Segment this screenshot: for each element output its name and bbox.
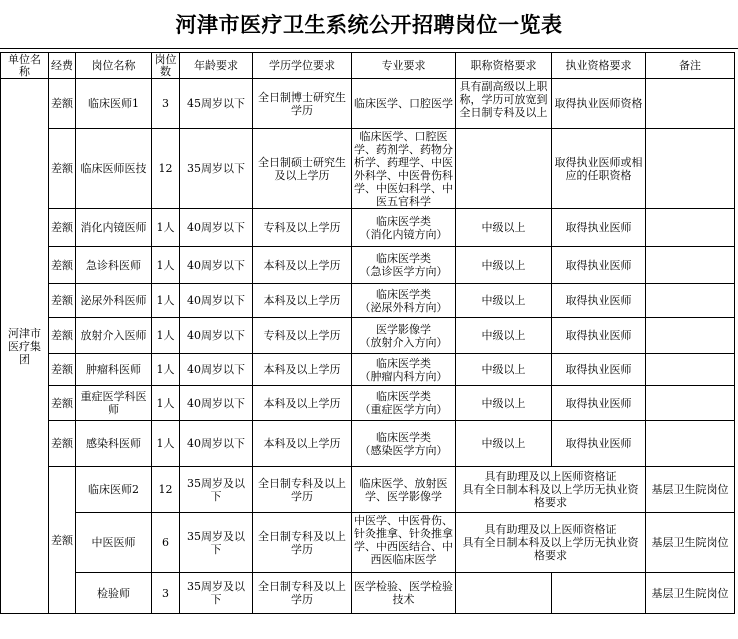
- license-cell: 取得执业医师: [552, 318, 646, 354]
- table-row: [1, 467, 735, 513]
- title-req-cell: 中级以上: [456, 386, 552, 421]
- post-cell: 感染科医师: [76, 421, 152, 467]
- major-cell: 医学影像学 （放射介入方向）: [352, 318, 456, 354]
- age-cell: 35周岁及以下: [180, 573, 253, 614]
- header-cell-license: 执业资格要求: [552, 53, 646, 79]
- note-cell: [646, 421, 735, 467]
- unit-name-cell: [1, 79, 49, 614]
- license-cell: 取得执业医师: [552, 354, 646, 386]
- major-text: 中医学、中医骨伤、针灸推拿、针灸推拿学、中西医结合、中西医临床医学: [354, 513, 453, 566]
- edu-cell: 本科及以上学历: [253, 421, 352, 467]
- age-cell: 35周岁及以下: [180, 467, 253, 513]
- title-req-cell: 中级以上: [456, 318, 552, 354]
- note-cell: [646, 129, 735, 209]
- edu-cell: 全日制专科及以上学历: [253, 513, 352, 573]
- license-cell: 取得执业医师: [552, 247, 646, 284]
- edu-cell: 专科及以上学历: [253, 209, 352, 247]
- positions-table: [0, 52, 735, 614]
- age-cell: 40周岁以下: [180, 247, 253, 284]
- fund-cell: 差额: [49, 129, 76, 209]
- count-cell: 3: [152, 79, 180, 129]
- count-cell: 1人: [152, 284, 180, 318]
- post-cell: 肿瘤科医师: [76, 354, 152, 386]
- title-req-cell: [456, 79, 552, 129]
- fund-cell: 差额: [49, 421, 76, 467]
- age-cell: 35周岁及以下: [180, 513, 253, 573]
- merged-req-cell: 具有助理及以上医师资格证 具有全日制本科及以上学历无执业资格要求: [456, 467, 646, 513]
- note-cell: [646, 354, 735, 386]
- count-cell: 1人: [152, 318, 180, 354]
- fund-cell: 差额: [49, 79, 76, 129]
- table-row: [1, 247, 735, 284]
- count-cell: 1人: [152, 209, 180, 247]
- header-cell-post: 岗位名称: [76, 53, 152, 79]
- count-cell: 3: [152, 573, 180, 614]
- major-cell: 临床医学类 （肿瘤内科方向）: [352, 354, 456, 386]
- table-row: [1, 513, 735, 573]
- age-cell: 35周岁以下: [180, 129, 253, 209]
- unit-name: 河津市医疗集团: [8, 326, 41, 366]
- major-cell: [352, 513, 456, 573]
- post-cell: 消化内镜医师: [76, 209, 152, 247]
- title-req-cell: 中级以上: [456, 284, 552, 318]
- sheet-title: 河津市医疗卫生系统公开招聘岗位一览表: [0, 0, 738, 49]
- major-cell: 临床医学、放射医学、医学影像学: [352, 467, 456, 513]
- major-cell: 临床医学类 （急诊医学方向）: [352, 247, 456, 284]
- age-cell: 45周岁以下: [180, 79, 253, 129]
- table-row: [1, 129, 735, 209]
- age-cell: 40周岁以下: [180, 318, 253, 354]
- count-cell: 1人: [152, 386, 180, 421]
- post-cell: 中医医师: [76, 513, 152, 573]
- age-cell: 40周岁以下: [180, 386, 253, 421]
- title-req-cell: 中级以上: [456, 354, 552, 386]
- title-req-cell: 中级以上: [456, 209, 552, 247]
- title-req-text: 具有副高级以上职称，学历可放宽到全日制专科及以上: [459, 79, 548, 119]
- major-cell: [352, 129, 456, 209]
- header-cell-count: 岗位数: [152, 53, 180, 79]
- count-cell: 12: [152, 129, 180, 209]
- note-cell: [646, 247, 735, 284]
- table-row: [1, 284, 735, 318]
- fund-cell: 差额: [49, 318, 76, 354]
- post-cell: 重症医学科医师: [76, 386, 152, 421]
- post-cell: 检验师: [76, 573, 152, 614]
- license-cell: 取得执业医师: [552, 284, 646, 318]
- post-cell: 放射介入医师: [76, 318, 152, 354]
- fund-cell: 差额: [49, 467, 76, 614]
- edu-cell: 全日制专科及以上学历: [253, 573, 352, 614]
- note-cell: [646, 79, 735, 129]
- count-cell: 1人: [152, 354, 180, 386]
- fund-cell: 差额: [49, 284, 76, 318]
- title-req-cell: [456, 129, 552, 209]
- note-cell: 基层卫生院岗位: [646, 573, 735, 614]
- edu-cell: 全日制专科及以上学历: [253, 467, 352, 513]
- note-cell: [646, 386, 735, 421]
- header-cell-major: 专业要求: [352, 53, 456, 79]
- header-cell-edu: 学历学位要求: [253, 53, 352, 79]
- edu-cell: 本科及以上学历: [253, 386, 352, 421]
- header-cell-note: 备注: [646, 53, 735, 79]
- edu-cell: 全日制硕士研究生及以上学历: [253, 129, 352, 209]
- post-cell: 临床医师1: [76, 79, 152, 129]
- post-cell: 泌尿外科医师: [76, 284, 152, 318]
- count-cell: 1人: [152, 247, 180, 284]
- edu-cell: 本科及以上学历: [253, 354, 352, 386]
- license-cell: 取得执业医师: [552, 386, 646, 421]
- edu-cell: 本科及以上学历: [253, 247, 352, 284]
- edu-cell: 专科及以上学历: [253, 318, 352, 354]
- title-req-cell: [456, 573, 552, 614]
- note-cell: [646, 318, 735, 354]
- major-text: 临床医学、口腔医学、药剂学、药物分析学、药理学、中医外科学、中医骨伤科学、中医妇科学、中医五官科学: [354, 129, 453, 208]
- note-cell: [646, 284, 735, 318]
- major-cell: 临床医学类 （重症医学方向）: [352, 386, 456, 421]
- header-cell-fund: 经费: [49, 53, 76, 79]
- age-cell: 40周岁以下: [180, 421, 253, 467]
- post-cell: 临床医师医技: [76, 129, 152, 209]
- license-cell: 取得执业医师: [552, 421, 646, 467]
- title-req-cell: 中级以上: [456, 247, 552, 284]
- fund-cell: 差额: [49, 209, 76, 247]
- license-cell: 取得执业医师或相应的任职资格: [552, 129, 646, 209]
- major-cell: 医学检验、医学检验技术: [352, 573, 456, 614]
- edu-cell: 全日制博士研究生学历: [253, 79, 352, 129]
- age-cell: 40周岁以下: [180, 209, 253, 247]
- table-row: [1, 386, 735, 421]
- merged-req-cell: 具有助理及以上医师资格证 具有全日制本科及以上学历无执业资格要求: [456, 513, 646, 573]
- table-row: [1, 209, 735, 247]
- count-cell: 6: [152, 513, 180, 573]
- license-cell: 取得执业医师资格: [552, 79, 646, 129]
- fund-cell: 差额: [49, 247, 76, 284]
- title-req-cell: 中级以上: [456, 421, 552, 467]
- post-cell: 临床医师2: [76, 467, 152, 513]
- count-cell: 12: [152, 467, 180, 513]
- major-cell: 临床医学类 （泌尿外科方向）: [352, 284, 456, 318]
- note-cell: [646, 209, 735, 247]
- header-row: [1, 53, 735, 79]
- header-cell-unit: 单位名称: [1, 53, 49, 79]
- table-row: [1, 421, 735, 467]
- major-cell: 临床医学类 （感染医学方向）: [352, 421, 456, 467]
- fund-cell: 差额: [49, 354, 76, 386]
- age-cell: 40周岁以下: [180, 354, 253, 386]
- age-cell: 40周岁以下: [180, 284, 253, 318]
- header-cell-age: 年龄要求: [180, 53, 253, 79]
- count-cell: 1人: [152, 421, 180, 467]
- fund-cell: 差额: [49, 386, 76, 421]
- license-cell: [552, 573, 646, 614]
- table-row: [1, 354, 735, 386]
- table-row: [1, 79, 735, 129]
- major-cell: 临床医学、口腔医学: [352, 79, 456, 129]
- table-row: [1, 573, 735, 614]
- header-cell-title-req: 职称资格要求: [456, 53, 552, 79]
- note-cell: 基层卫生院岗位: [646, 513, 735, 573]
- major-cell: 临床医学类 （消化内镜方向）: [352, 209, 456, 247]
- note-cell: 基层卫生院岗位: [646, 467, 735, 513]
- post-cell: 急诊科医师: [76, 247, 152, 284]
- table-row: [1, 318, 735, 354]
- edu-cell: 本科及以上学历: [253, 284, 352, 318]
- license-cell: 取得执业医师: [552, 209, 646, 247]
